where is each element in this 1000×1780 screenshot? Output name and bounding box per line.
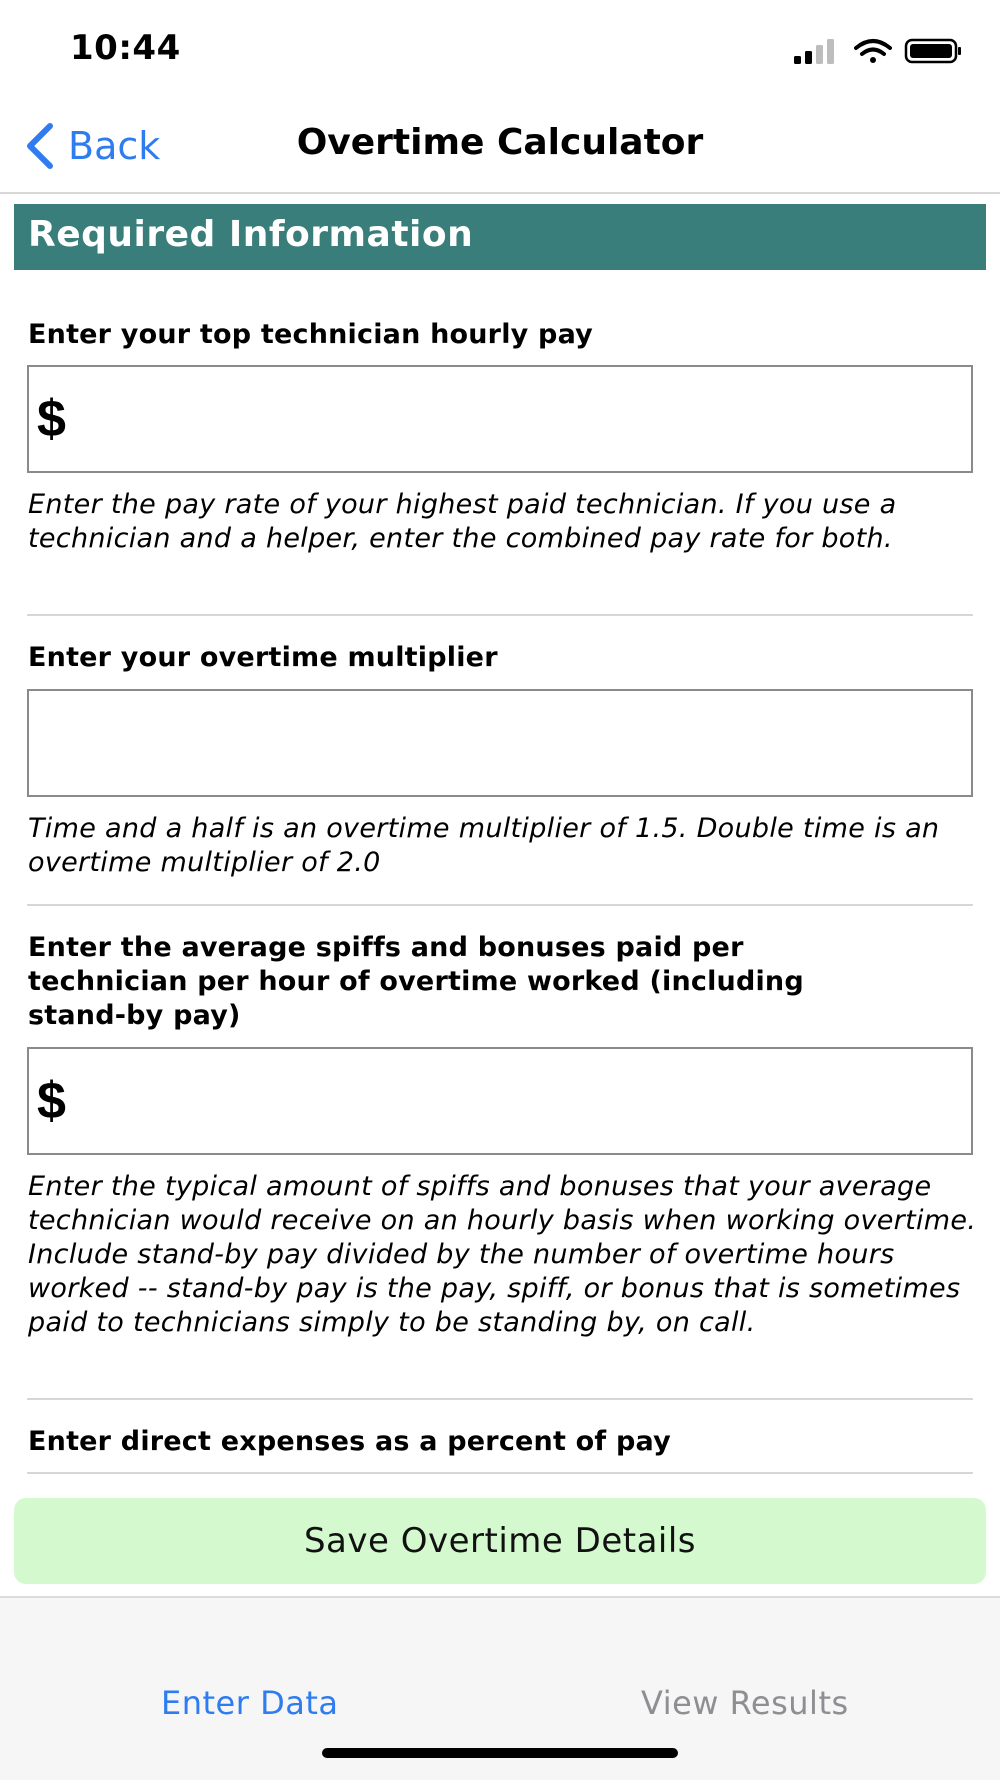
page-title: Overtime Calculator	[296, 122, 704, 163]
hourly-pay-help: Enter the pay rate of your highest paid technician. If you use a technician and a helper, enter the combined pay rate for both.	[28, 489, 897, 554]
status-time: 10:44	[70, 28, 181, 68]
back-label: Back	[68, 124, 161, 168]
divider	[27, 904, 973, 906]
overtime-multiplier-help: Time and a half is an overtime multiplier of 1.5. Double time is an overtime multiplier of 2.0	[28, 813, 940, 878]
divider	[27, 614, 973, 616]
status-bar	[0, 0, 1000, 100]
overtime-multiplier-field[interactable]	[27, 689, 973, 797]
section-header: Required Information	[14, 204, 986, 270]
dollar-prefix: $	[37, 1072, 66, 1130]
cellular-signal-icon	[794, 39, 834, 64]
tab-enter-data[interactable]: Enter Data	[161, 1684, 339, 1722]
status-icons	[772, 36, 962, 66]
home-indicator	[322, 1748, 678, 1758]
divider	[27, 1472, 973, 1474]
spiffs-bonuses-help: Enter the typical amount of spiffs and bonuses that your average technician would receive on an hourly basis when working overtime. Include stand-by pay divided by the number of overtime hours worked -- stand-by pay is the pay, spiff, or bonus that is sometimes paid to technicians simply to be standing by, on call.	[28, 1171, 977, 1338]
spiffs-bonuses-input[interactable]	[89, 1069, 961, 1135]
dollar-prefix: $	[37, 390, 66, 448]
tab-view-results[interactable]: View Results	[641, 1684, 849, 1722]
overtime-multiplier-label: Enter your overtime multiplier	[28, 642, 498, 673]
hourly-pay-field[interactable]	[27, 365, 973, 473]
battery-icon	[906, 40, 961, 62]
save-overtime-details-button[interactable]: Save Overtime Details	[14, 1498, 986, 1584]
hourly-pay-input[interactable]	[89, 387, 961, 453]
spiffs-bonuses-field[interactable]	[27, 1047, 973, 1155]
divider	[27, 1398, 973, 1400]
spiffs-bonuses-label: Enter the average spiffs and bonuses paid per technician per hour of overtime worked (including stand-by pay)	[28, 932, 804, 1031]
direct-expenses-label: Enter direct expenses as a percent of pay	[28, 1426, 671, 1457]
overtime-multiplier-input[interactable]	[43, 711, 961, 777]
wifi-icon	[856, 41, 890, 63]
hourly-pay-label: Enter your top technician hourly pay	[28, 319, 593, 350]
navigation-bar	[0, 100, 1000, 194]
